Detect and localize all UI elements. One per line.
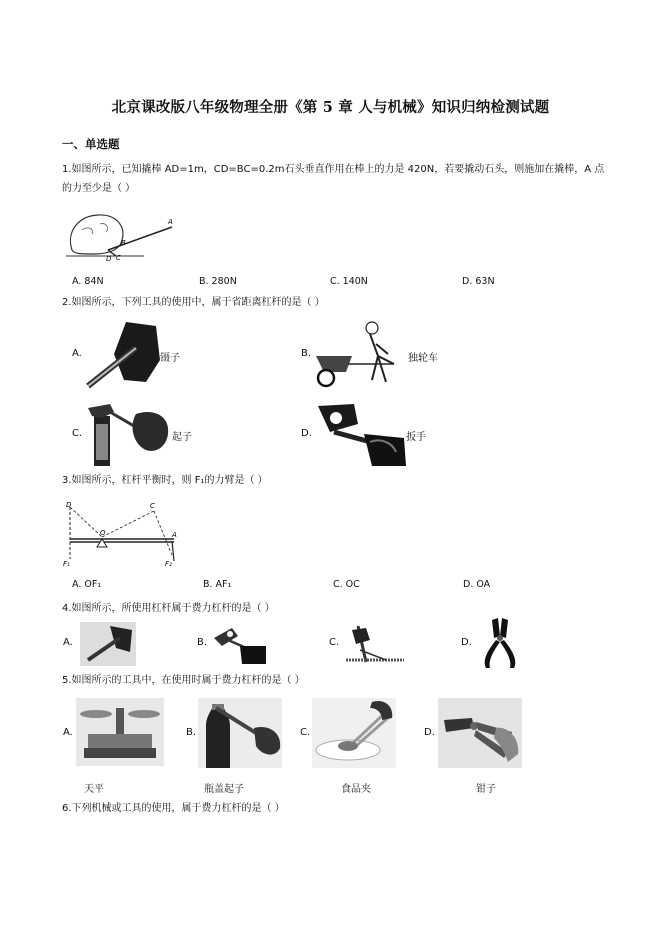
q2-caption-wrench: 扳手 bbox=[406, 432, 426, 443]
food-tongs-image bbox=[312, 698, 396, 768]
q2-option-d[interactable]: D. bbox=[301, 428, 312, 439]
question-2-stem: 2.如图所示，下列工具的使用中，属于省距离杠杆的是（ ） bbox=[62, 297, 325, 308]
q4-option-a[interactable]: A. bbox=[63, 637, 73, 648]
question-5-stem: 5.如图所示的工具中，在使用时属于费力杠杆的是（ ） bbox=[62, 675, 305, 686]
q3-option-c[interactable]: C. OC bbox=[333, 579, 360, 590]
section-heading: 一、单选题 bbox=[62, 137, 120, 151]
q5-caption-tongs: 食品夹 bbox=[341, 784, 371, 795]
q2-caption-opener: 起子 bbox=[172, 432, 192, 443]
label-F1: F₁ bbox=[63, 560, 70, 567]
label-D: D bbox=[66, 501, 72, 509]
q1-option-c[interactable]: C. 140N bbox=[330, 276, 368, 287]
q5-option-c[interactable]: C. bbox=[300, 727, 311, 738]
label-O: O bbox=[100, 529, 106, 537]
label-A: A bbox=[172, 531, 177, 539]
balance-scale-image bbox=[76, 698, 164, 766]
q5-caption-opener: 瓶盖起子 bbox=[204, 784, 244, 795]
q5-option-b[interactable]: B. bbox=[186, 727, 197, 738]
q2-option-c[interactable]: C. bbox=[72, 428, 83, 439]
q4-tool-c-image bbox=[344, 622, 404, 668]
page-title: 北京课改版八年级物理全册《第 5 章 人与机械》知识归纳检测试题 bbox=[111, 99, 550, 116]
q2-caption-tweezers: 镊子 bbox=[160, 353, 180, 364]
crowbar-rock-figure bbox=[64, 210, 182, 262]
q5-caption-pliers: 钳子 bbox=[476, 784, 496, 795]
question-3-stem: 3.如图所示，杠杆平衡时，则 F₁的力臂是（ ） bbox=[62, 475, 268, 486]
label-F2: F₂ bbox=[165, 560, 172, 567]
q2-option-b[interactable]: B. bbox=[301, 348, 312, 359]
label-C: C bbox=[150, 502, 155, 510]
label-C: C bbox=[116, 254, 121, 262]
q1-option-a[interactable]: A. 84N bbox=[72, 276, 104, 287]
question-6-stem: 6.下列机械或工具的使用，属于费力杠杆的是（ ） bbox=[62, 803, 285, 814]
question-4-stem: 4.如图所示，所使用杠杆属于费力杠杆的是（ ） bbox=[62, 603, 275, 614]
bottle-cap-opener-image bbox=[198, 698, 282, 768]
q5-option-a[interactable]: A. bbox=[63, 727, 73, 738]
q3-option-b[interactable]: B. AF₁ bbox=[203, 579, 232, 590]
q1-option-b[interactable]: B. 280N bbox=[199, 276, 237, 287]
q4-option-d[interactable]: D. bbox=[461, 637, 472, 648]
q4-option-c[interactable]: C. bbox=[329, 637, 340, 648]
q1-option-d[interactable]: D. 63N bbox=[462, 276, 495, 287]
label-B: B bbox=[121, 239, 126, 247]
q4-tool-a-image bbox=[80, 622, 136, 666]
pliers-image bbox=[438, 698, 522, 768]
label-A: A bbox=[168, 218, 173, 226]
label-D: D bbox=[106, 255, 112, 262]
tweezers-image bbox=[84, 320, 162, 390]
question-1-stem: 1.如图所示，已知撬棒 AD=1m，CD=BC=0.2m石头垂直作用在棒上的力是 420N，若要撬动石头，则施加在撬棒，A 点的力至少是（ ） bbox=[62, 164, 605, 194]
wheelbarrow-image bbox=[312, 320, 407, 390]
q2-caption-wheelbarrow: 独轮车 bbox=[408, 353, 438, 364]
q4-option-b[interactable]: B. bbox=[197, 637, 208, 648]
q2-option-a[interactable]: A. bbox=[72, 348, 82, 359]
bottle-opener-image bbox=[84, 400, 174, 468]
q3-option-d[interactable]: D. OA bbox=[463, 579, 491, 590]
q5-caption-balance: 天平 bbox=[84, 784, 104, 795]
q3-option-a[interactable]: A. OF₁ bbox=[72, 579, 102, 590]
q4-pliers-image bbox=[478, 616, 522, 670]
q5-option-d[interactable]: D. bbox=[424, 727, 435, 738]
q4-tool-b-image bbox=[208, 624, 266, 664]
wrench-image bbox=[314, 402, 406, 466]
lever-force-diagram bbox=[62, 497, 180, 567]
